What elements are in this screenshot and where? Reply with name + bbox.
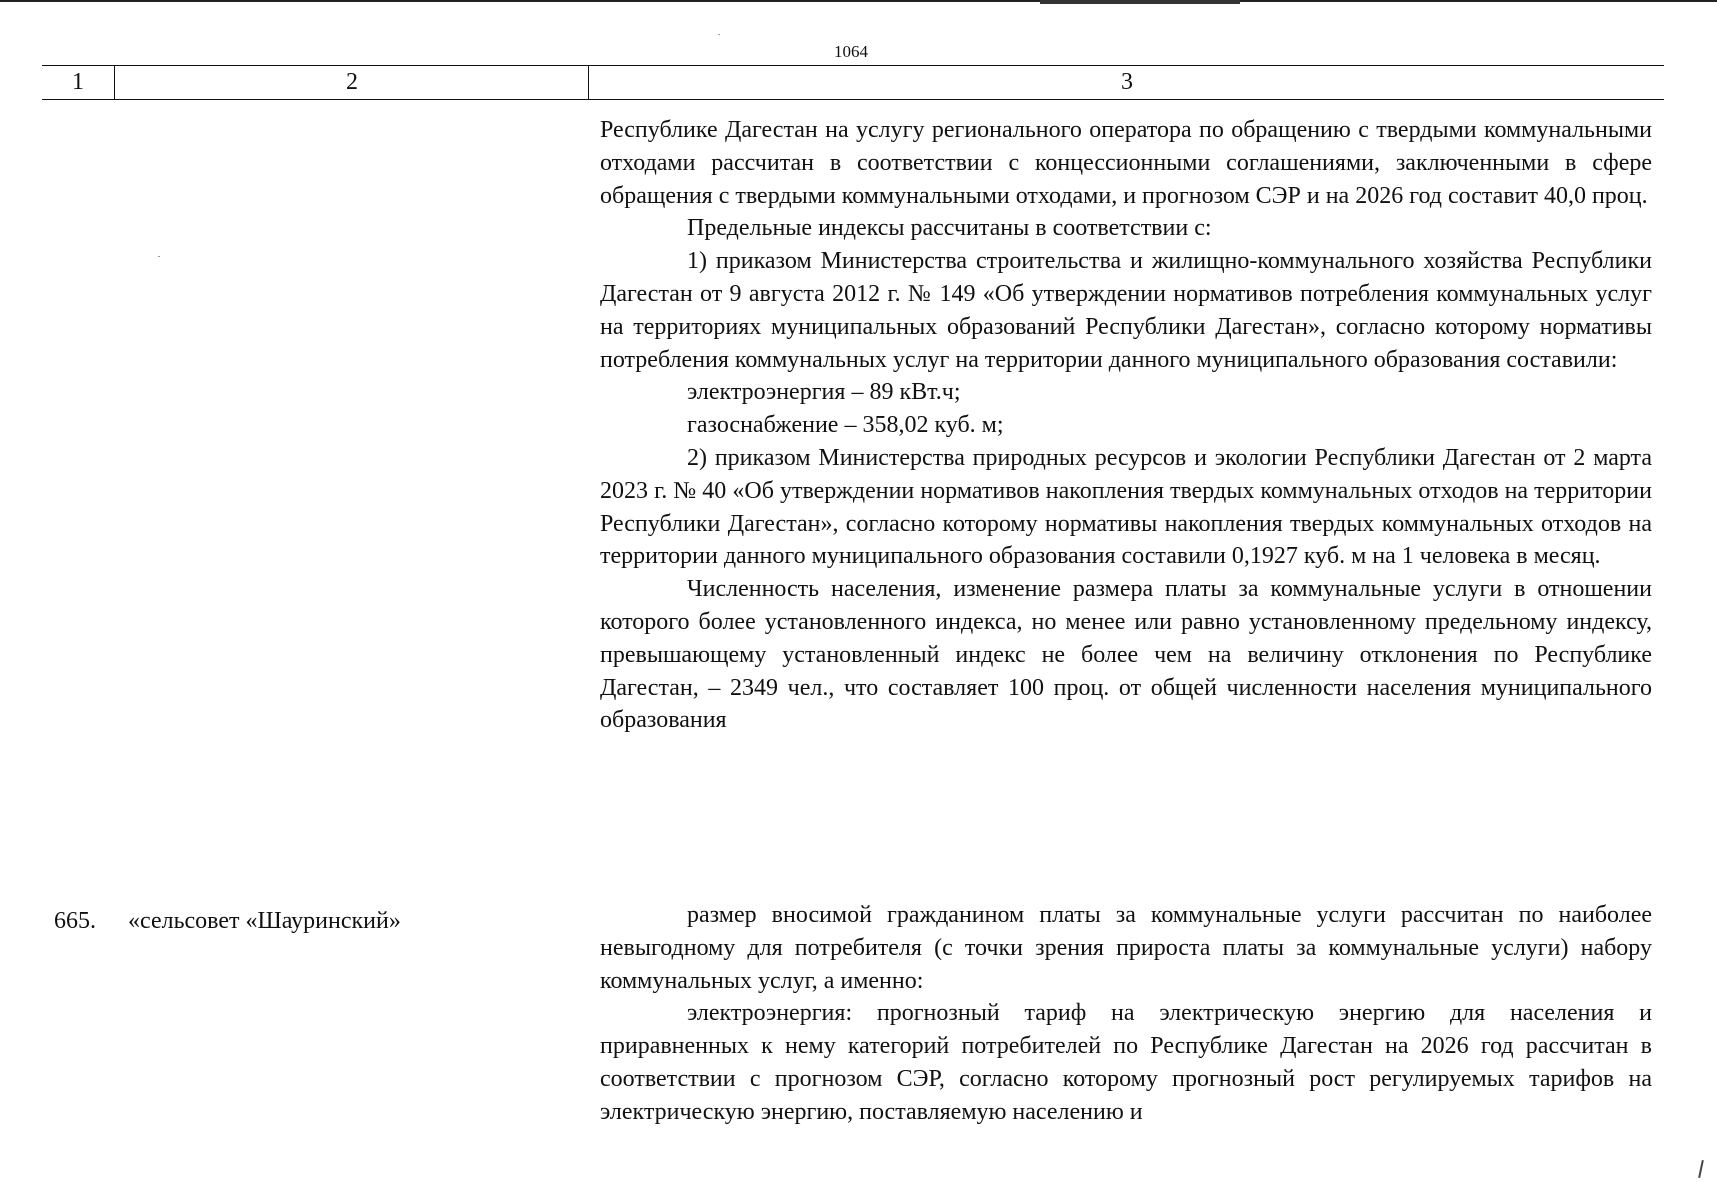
scan-edge-mark [1040,0,1240,4]
scan-speck [718,34,720,35]
column-header-1: 1 [72,69,84,95]
paragraph-order-construction: 1) приказом Министерства строительства и жилищно-коммунального хозяйства Республики Дагестан от 9 августа 2012 г. № 149 «Об утверждении нормативов потребления коммунальных услуг на территориях муниципальных образований Республики Дагестан», согласно которому нормативы потребления коммунальных услуг на территории данного муниципального образования составили: [600,248,1652,373]
row-number: 665. [54,908,96,934]
table-header-row [42,65,1664,100]
paragraph-indices-intro: Предельные индексы рассчитаны в соответствии с: [687,215,1212,242]
page-number-text: 1064 [834,42,868,61]
paragraph-population: Численность населения, изменение размера платы за коммунальные услуги в отношении которого более установленного индекса, но менее или равно установленному предельному индексу, превышающему установленный индекс не более чем на величину отклонения по Республике Дагестан, – 2349 чел., что составляет 100 проц. от общей численности населения муниципального образования [600,576,1652,734]
scan-speck [158,256,160,257]
paragraph-payment-calculation: размер вносимой гражданином платы за коммунальные услуги рассчитан по наиболее невыгодному для потребителя (с точки зрения прироста платы за коммунальные услуги) набору коммунальных услуг, а именно: [600,902,1652,994]
paragraph-order-ecology: 2) приказом Министерства природных ресурсов и экологии Республики Дагестан от 2 марта 2023 г. № 40 «Об утверждении нормативов накопления твердых коммунальных отходов на территории Республики Дагестан», согласно которому нормативы накопления твердых коммунальных отходов на территории данного муниципального образования составили 0,1927 куб. м на 1 человека в месяц. [600,444,1652,570]
paragraph-tariff-continuation: Республике Дагестан на услугу регионального оператора по обращению с твердыми коммунальными отходами рассчитан в соответствии с концессионными соглашениями, заключенными в сфере обращения с твердыми коммунальными отходами, и прогнозом СЭР и на 2026 год составит 40,0 проц. [600,117,1652,209]
scan-edge [0,0,1717,2]
municipality-name: «сельсовет «Шауринский» [128,908,401,934]
paragraph-gas-norm: газоснабжение – 358,02 куб. м; [687,412,1004,439]
paragraph-electricity-tariff: электроэнергия: прогнозный тариф на электрическую энергию для населения и приравненных к нему категорий потребителей по Республике Дагестан на 2026 год рассчитан в соответствии с прогнозом СЭР, согласно которому прогнозный рост регулируемых тарифов на электрическую энергию, поставляемую населению и [600,1000,1652,1125]
paragraph-electricity-norm: электроэнергия – 89 кВт.ч; [687,379,961,406]
scan-margin-mark [1698,1160,1704,1178]
column-header-3: 3 [588,66,1665,99]
continued-text-block [600,114,1652,737]
row-665-text-block [600,899,1652,1129]
column-header-2: 2 [114,66,589,99]
